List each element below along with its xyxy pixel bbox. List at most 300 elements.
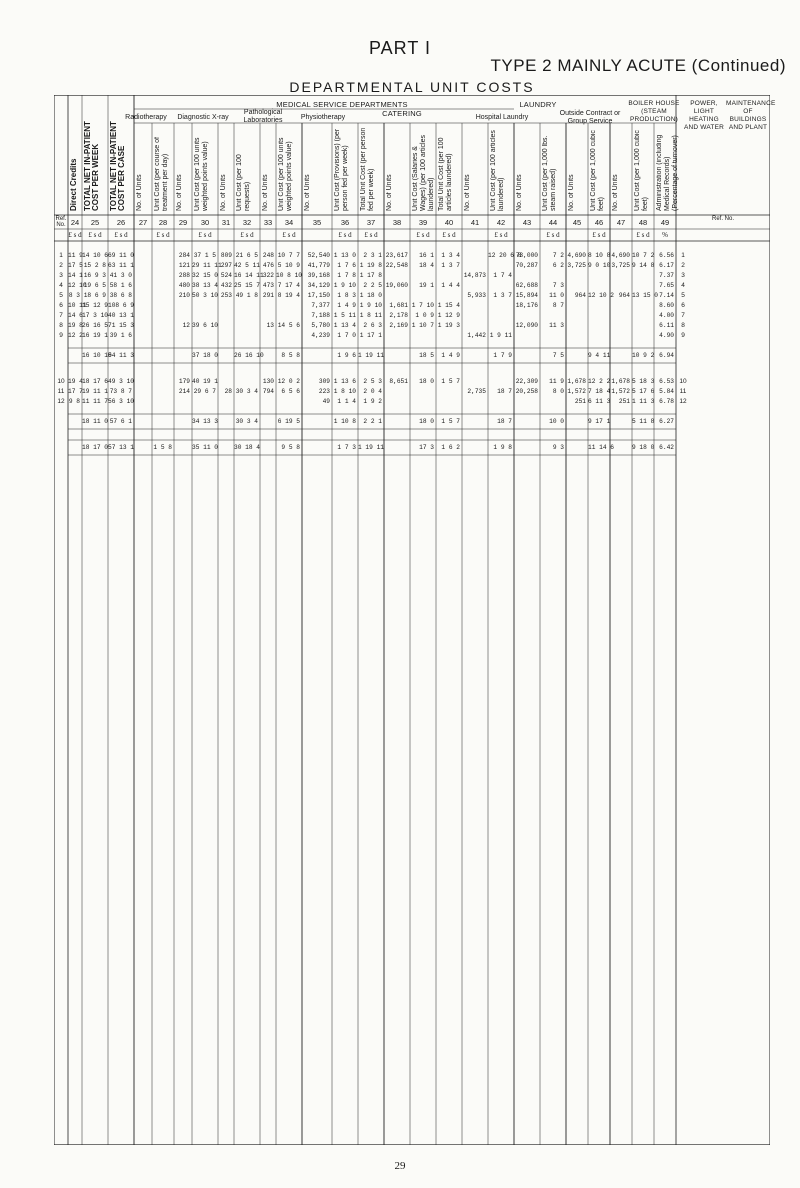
table-cell: 214 xyxy=(178,388,190,395)
table-cell: 14,873 xyxy=(463,272,486,279)
table-row xyxy=(54,331,770,341)
table-cell: 7 17 4 xyxy=(277,282,300,289)
column-number: 33 xyxy=(263,218,273,227)
table-cell: 6.94 xyxy=(659,352,674,359)
column-number: 42 xyxy=(496,218,506,227)
table-cell: 9 17 1 xyxy=(588,418,611,425)
table-cell: 524 xyxy=(220,272,232,279)
table-cell: 121 xyxy=(178,262,190,269)
table-cell: 6 5 6 xyxy=(281,388,300,395)
table-row xyxy=(54,291,770,301)
table-cell: 12 xyxy=(182,322,190,329)
table-cell: 476 xyxy=(262,262,274,269)
group-diagnostic: Diagnostic X-ray xyxy=(177,114,229,121)
table-cell: 12 10 2 xyxy=(588,292,614,299)
average-row xyxy=(54,443,770,453)
table-cell: 4,690 xyxy=(611,252,630,259)
table-cell: 12 20 6 8 xyxy=(488,252,522,259)
table-cell: 9 3 xyxy=(552,444,564,451)
table-cell: 9 5 8 xyxy=(281,444,300,451)
page-number: 29 xyxy=(394,1160,406,1172)
table-cell: 1 3 7 xyxy=(493,292,512,299)
table-cell: 26 16 5 xyxy=(82,322,108,329)
table-cell: 14 1 xyxy=(68,272,83,279)
table-cell: 52,540 xyxy=(307,252,330,259)
table-cell: 1 7 8 xyxy=(337,272,356,279)
table-cell: 1 19 11 xyxy=(358,444,384,451)
table-cell: 5 18 3 xyxy=(632,378,655,385)
column-unit: £ s d xyxy=(338,231,352,239)
table-cell: 3,725 xyxy=(611,262,630,269)
table-row xyxy=(54,311,770,321)
average-row xyxy=(54,351,770,361)
table-cell: 25 15 7 xyxy=(234,282,260,289)
table-cell: 11 9 xyxy=(549,378,564,385)
table-cell: 5,780 xyxy=(311,322,330,329)
table-cell: 29 11 11 xyxy=(192,262,222,269)
column-number: 25 xyxy=(90,218,100,227)
table-cell: 1 5 8 xyxy=(153,444,172,451)
table-cell: 6.42 xyxy=(659,444,674,451)
column-label: No. of Units xyxy=(516,174,523,211)
table-cell: 322 xyxy=(262,272,274,279)
table-cell: 30 3 4 xyxy=(235,388,258,395)
table-cell: 8 3 xyxy=(68,292,80,299)
table-cell: 1 11 3 xyxy=(632,398,655,405)
table-cell: 69 11 0 xyxy=(108,252,134,259)
table-cell: 18 11 0 xyxy=(82,418,108,425)
column-unit: £ s d xyxy=(364,231,378,239)
table-cell: 11 14 6 xyxy=(588,444,614,451)
table-cell: 13 15 0 xyxy=(632,292,658,299)
table-cell: 22,548 xyxy=(385,262,408,269)
group-medical: MEDICAL SERVICE DEPARTMENTS xyxy=(276,100,408,109)
table-cell: 18 17 6 xyxy=(82,378,108,385)
column-label: No. of Units xyxy=(136,174,143,211)
table-cell: 1 8 3 xyxy=(337,292,356,299)
table-cell: 251 xyxy=(574,398,586,405)
column-number: 29 xyxy=(178,218,188,227)
table-cell: 291 xyxy=(262,292,274,299)
ref-number: 6 xyxy=(59,302,63,309)
group-boiler: BOILER HOUSE (STEAM PRODUCTION) xyxy=(628,100,680,123)
table-cell: 10 7 7 xyxy=(277,252,300,259)
table-cell: 1 19 8 xyxy=(359,262,382,269)
table-cell: 49 xyxy=(322,398,330,405)
ref-number: 7 xyxy=(59,312,63,319)
group-hospital-laundry: Hospital Laundry xyxy=(475,114,529,121)
table-cell: 6.53 xyxy=(659,378,674,385)
table-cell: 4,690 xyxy=(567,252,586,259)
table-cell: 1 10 8 xyxy=(333,418,356,425)
table-cell: 4,239 xyxy=(311,332,330,339)
table-cell: 1 1 4 xyxy=(337,398,356,405)
table-cell: 6.56 xyxy=(659,252,674,259)
table-cell: 18 7 xyxy=(497,388,512,395)
column-label: Unit Cost (per 100 requests) xyxy=(236,154,251,211)
ref-number: 4 xyxy=(59,282,63,289)
column-label: Administration (including Medical Records) (Percentage of turnover) xyxy=(656,134,679,211)
group-physiotherapy: Physiotherapy xyxy=(300,114,346,121)
table-cell: 1,678 xyxy=(611,378,630,385)
table-cell: 30 18 4 xyxy=(234,444,260,451)
table-cell: 1 12 9 xyxy=(437,312,460,319)
ref-number: 2 xyxy=(681,262,685,269)
table-cell: 1,678 xyxy=(567,378,586,385)
table-cell: 12 0 2 xyxy=(277,378,300,385)
column-number: 32 xyxy=(242,218,252,227)
table-cell: 11 11 7 xyxy=(82,398,108,405)
table-cell: 809 xyxy=(220,252,232,259)
table-cell: 12 10 xyxy=(68,282,87,289)
table-cell: 18 7 xyxy=(497,418,512,425)
table-cell: 1 7 9 xyxy=(493,352,512,359)
table-cell: 38 13 4 xyxy=(192,282,218,289)
table-cell: 15 2 8 xyxy=(83,262,106,269)
table-cell: 16 1 xyxy=(419,252,434,259)
table-cell: 56 3 10 xyxy=(108,398,134,405)
ref-header: Ref. No. xyxy=(55,216,67,228)
column-unit: £ s d xyxy=(240,231,254,239)
table-cell: 7,377 xyxy=(311,302,330,309)
table-cell: 8.60 xyxy=(659,302,674,309)
table-cell: 210 xyxy=(178,292,190,299)
table-cell: 1 7 0 xyxy=(337,332,356,339)
table-row xyxy=(54,281,770,291)
table-cell: 6 11 3 xyxy=(588,398,611,405)
table-cell: 58 1 6 xyxy=(109,282,132,289)
column-label: No. of Units xyxy=(386,174,393,211)
column-unit: £ s d xyxy=(442,231,456,239)
ref-number: 5 xyxy=(59,292,63,299)
column-number: 43 xyxy=(522,218,532,227)
column-number: 24 xyxy=(70,218,80,227)
table-cell: 28 xyxy=(224,388,232,395)
table-cell: 39 6 10 xyxy=(192,322,218,329)
table-cell: 288 xyxy=(178,272,190,279)
table-cell: 19 8 xyxy=(68,322,83,329)
ref-number: 5 xyxy=(681,292,685,299)
table-cell: 4.00 xyxy=(659,312,674,319)
table-cell: 9 0 10 xyxy=(588,262,611,269)
column-label: Total Unit Cost (per person fed per week) xyxy=(360,127,375,211)
table-cell: 6.17 xyxy=(659,262,674,269)
table-cell: 20,258 xyxy=(515,388,538,395)
table-cell: 37 18 0 xyxy=(192,352,218,359)
table-cell: 1,442 xyxy=(467,332,486,339)
table-row xyxy=(54,377,770,387)
column-number: 35 xyxy=(312,218,322,227)
table-cell: 19 6 5 xyxy=(83,282,106,289)
table-cell: 1,681 xyxy=(389,302,408,309)
table-cell: 63 11 1 xyxy=(108,262,134,269)
group-pathological: Pathological Laboratories xyxy=(243,109,283,124)
column-unit: £ s d xyxy=(416,231,430,239)
table-cell: 16 14 11 xyxy=(234,272,264,279)
column-label: Unit Cost (per 1,000 lbs. steam raised) xyxy=(542,135,557,211)
ref-number: 10 xyxy=(57,378,65,385)
table-cell: 18 6 9 xyxy=(83,292,106,299)
table-cell: 1 4 9 xyxy=(337,302,356,309)
table-cell: 39 1 6 xyxy=(109,332,132,339)
ref-number: 6 xyxy=(681,302,685,309)
table-cell: 17 3 xyxy=(419,444,434,451)
table-cell: 1 17 1 xyxy=(359,332,382,339)
column-unit: £ s d xyxy=(282,231,296,239)
ref-number: 3 xyxy=(681,272,685,279)
column-label: No. of Units xyxy=(464,174,471,211)
table-cell: 6.27 xyxy=(659,418,674,425)
column-number: 47 xyxy=(616,218,626,227)
ref-number: 2 xyxy=(59,262,63,269)
table-cell: 18 17 0 xyxy=(82,444,108,451)
column-label: Unit Cost (Salaries & Wages) (per 100 articles laundered) xyxy=(412,135,435,211)
table-cell: 10 0 xyxy=(549,418,564,425)
table-cell: 2 6 3 xyxy=(363,322,382,329)
table-cell: 12,090 xyxy=(515,322,538,329)
table-cell: 8,651 xyxy=(389,378,408,385)
table-cell: 7,188 xyxy=(311,312,330,319)
table-row xyxy=(54,397,770,407)
table-cell: 1 3 7 xyxy=(441,262,460,269)
column-number: 36 xyxy=(340,218,350,227)
table-cell: 2,169 xyxy=(389,322,408,329)
table-row xyxy=(54,321,770,331)
table-cell: 12 2 2 xyxy=(588,378,611,385)
table-cell: 1 18 0 xyxy=(359,292,382,299)
column-number: 34 xyxy=(284,218,294,227)
column-label: Unit Cost (per 100 units weighted points value) xyxy=(194,137,209,211)
table-cell: 1 13 6 xyxy=(333,378,356,385)
table-cell: 1 17 8 xyxy=(359,272,382,279)
table-cell: 7.37 xyxy=(659,272,674,279)
cost-table xyxy=(54,95,776,1145)
table-cell: 5 11 8 xyxy=(632,418,655,425)
table-cell: 309 xyxy=(318,378,330,385)
ref-header: Ref. No. xyxy=(711,216,734,222)
table-cell: 39,168 xyxy=(307,272,330,279)
column-number: 41 xyxy=(470,218,480,227)
table-row xyxy=(54,261,770,271)
table-cell: 22,309 xyxy=(515,378,538,385)
table-cell: 17 5 xyxy=(68,262,83,269)
column-label: Unit Cost (Provisions) (per person fed per week) xyxy=(334,128,349,211)
ref-number: 9 xyxy=(681,332,685,339)
table-cell: 1 7 10 xyxy=(411,302,434,309)
table-cell: 2 5 3 xyxy=(363,378,382,385)
table-cell: 108 6 9 xyxy=(108,302,134,309)
part-title: PART I xyxy=(368,38,432,58)
table-cell: 1 9 6 xyxy=(337,352,356,359)
table-cell: 8 0 xyxy=(552,388,564,395)
table-cell: 16 9 3 xyxy=(83,272,106,279)
table-cell: 10 9 2 xyxy=(632,352,655,359)
ref-number: 8 xyxy=(681,322,685,329)
column-number: 49 xyxy=(660,218,670,227)
table-cell: 1 9 10 xyxy=(359,302,382,309)
column-unit: £ s d xyxy=(68,231,82,239)
table-cell: 12 2 xyxy=(68,332,83,339)
table-cell: 17,150 xyxy=(307,292,330,299)
table-cell: 6 2 xyxy=(552,262,564,269)
table-cell: 1,572 xyxy=(611,388,630,395)
column-label: No. of Units xyxy=(176,174,183,211)
column-unit: £ s d xyxy=(546,231,560,239)
column-unit: £ s d xyxy=(636,231,650,239)
column-label: No. of Units xyxy=(612,174,619,211)
table-cell: 130 xyxy=(262,378,274,385)
table-cell: 49 1 8 xyxy=(235,292,258,299)
table-cell: 73,000 xyxy=(515,252,538,259)
table-cell: 18 5 xyxy=(419,352,434,359)
table-cell: 1 10 7 xyxy=(411,322,434,329)
table-cell: 34,129 xyxy=(307,282,330,289)
column-unit: £ s d xyxy=(114,231,128,239)
table-cell: 71 15 3 xyxy=(108,322,134,329)
column-label: No. of Units xyxy=(568,174,575,211)
ref-number: 10 xyxy=(679,378,687,385)
table-cell: 1 7 3 xyxy=(337,444,356,451)
ref-number: 3 xyxy=(59,272,63,279)
table-cell: 1 4 4 xyxy=(441,282,460,289)
table-cell: 480 xyxy=(178,282,190,289)
table-row xyxy=(54,251,770,261)
ref-number: 4 xyxy=(681,282,685,289)
table-cell: 1 3 4 xyxy=(441,252,460,259)
group-maintenance: MAINTENANCE OF BUILDINGS AND PLANT xyxy=(726,100,776,131)
table-cell: 248 xyxy=(262,252,274,259)
table-cell: 3,725 xyxy=(567,262,586,269)
column-number: 39 xyxy=(418,218,428,227)
table-cell: 8 5 8 xyxy=(281,352,300,359)
table-cell: 40 19 1 xyxy=(192,378,218,385)
table-cell: 49 3 10 xyxy=(108,378,134,385)
table-cell: 4.90 xyxy=(659,332,674,339)
table-cell: 1 7 6 xyxy=(337,262,356,269)
table-cell: 1 9 10 xyxy=(333,282,356,289)
table-cell: 73 8 7 xyxy=(109,388,132,395)
column-number: 28 xyxy=(158,218,168,227)
table-cell: 7 18 4 xyxy=(588,388,611,395)
table-cell: 1 7 4 xyxy=(493,272,512,279)
column-number: 45 xyxy=(572,218,582,227)
table-cell: 1 9 8 xyxy=(493,444,512,451)
table-cell: 2 0 4 xyxy=(363,388,382,395)
column-number: 31 xyxy=(221,218,231,227)
table-cell: 6.11 xyxy=(659,322,674,329)
table-cell: 18 0 xyxy=(419,418,434,425)
column-label: No. of Units xyxy=(262,174,269,211)
table-cell: 1 0 9 xyxy=(415,312,434,319)
group-radiotherapy: Radiotherapy xyxy=(125,114,167,121)
table-cell: 17 7 xyxy=(68,388,83,395)
table-cell: 10 8 10 xyxy=(276,272,302,279)
group-laundry: LAUNDRY xyxy=(519,100,557,109)
table-cell: 30 3 4 xyxy=(235,418,258,425)
table-cell: 10 11 xyxy=(68,302,87,309)
table-cell: 5 17 6 xyxy=(632,388,655,395)
table-cell: 34 13 3 xyxy=(192,418,218,425)
table-cell: 964 xyxy=(618,292,630,299)
column-label: Unit Cost (per 1,000 cubic feet) xyxy=(590,130,605,211)
table-cell: 9 18 0 xyxy=(632,444,655,451)
table-cell: 41 3 0 xyxy=(109,272,132,279)
column-unit: £ s d xyxy=(494,231,508,239)
table-cell: 11 9 xyxy=(68,252,83,259)
column-label: No. of Units xyxy=(304,174,311,211)
column-unit: £ s d xyxy=(592,231,606,239)
table-cell: 16 10 10 xyxy=(82,352,112,359)
group-catering: CATERING xyxy=(382,109,422,118)
average-row xyxy=(54,417,770,427)
table-cell: 7 5 xyxy=(552,352,564,359)
table-cell: 251 xyxy=(618,398,630,405)
table-cell: 19 1 xyxy=(419,282,434,289)
table-cell: 23,617 xyxy=(385,252,408,259)
table-cell: 1,572 xyxy=(567,388,586,395)
group-outside-contract: Outside Contract or Group Service xyxy=(559,110,621,125)
table-cell: 2 2 1 xyxy=(363,418,382,425)
column-label: Unit Cost (per 100 units weighted points value) xyxy=(278,137,293,211)
table-cell: 9 14 8 xyxy=(632,262,655,269)
table-cell: 40 13 1 xyxy=(108,312,134,319)
table-cell: 54 11 3 xyxy=(108,352,134,359)
ref-number: 8 xyxy=(59,322,63,329)
table-cell: 2,735 xyxy=(467,388,486,395)
table-cell: 19,060 xyxy=(385,282,408,289)
table-cell: 11 0 xyxy=(549,292,564,299)
table-cell: 57 6 1 xyxy=(109,418,132,425)
table-cell: 18 4 xyxy=(419,262,434,269)
table-cell: 32 15 0 xyxy=(192,272,218,279)
column-label: Unit Cost (per 1,000 cubic feet) xyxy=(634,130,649,211)
table-cell: 42 5 11 xyxy=(234,262,260,269)
table-cell: 8 10 8 xyxy=(588,252,611,259)
table-cell: 29 6 7 xyxy=(193,388,216,395)
table-cell: 10 7 2 xyxy=(632,252,655,259)
table-cell: 1 5 11 xyxy=(333,312,356,319)
table-cell: 15,894 xyxy=(515,292,538,299)
table-cell: 1 13 0 xyxy=(333,252,356,259)
column-label: TOTAL NET IN-PATIENT COST PER WEEK xyxy=(83,121,100,211)
table-cell: 16 19 1 xyxy=(82,332,108,339)
table-cell: 1 9 2 xyxy=(363,398,382,405)
table-cell: 432 xyxy=(220,282,232,289)
table-cell: 964 xyxy=(574,292,586,299)
table-cell: 2,178 xyxy=(389,312,408,319)
table-cell: 7 3 xyxy=(552,282,564,289)
table-cell: 62,688 xyxy=(515,282,538,289)
ref-number: 12 xyxy=(679,398,687,405)
column-label: Unit Cost (per 100 articles laundered) xyxy=(490,130,505,211)
table-row xyxy=(54,301,770,311)
table-cell: 9 4 11 xyxy=(588,352,611,359)
table-cell: 1 5 7 xyxy=(441,378,460,385)
table-cell: 18,176 xyxy=(515,302,538,309)
table-cell: 19 4 xyxy=(68,378,83,385)
table-cell: 35 11 0 xyxy=(192,444,218,451)
table-cell: 284 xyxy=(178,252,190,259)
table-cell: 26 16 10 xyxy=(234,352,264,359)
table-cell: 38 6 8 xyxy=(109,292,132,299)
table-cell: 1 6 2 xyxy=(441,444,460,451)
table-cell: 50 3 10 xyxy=(192,292,218,299)
column-unit: £ s d xyxy=(198,231,212,239)
table-cell: 7 2 xyxy=(552,252,564,259)
table-cell: 41,779 xyxy=(307,262,330,269)
column-unit: £ s d xyxy=(88,231,102,239)
table-cell: 1 19 11 xyxy=(358,352,384,359)
